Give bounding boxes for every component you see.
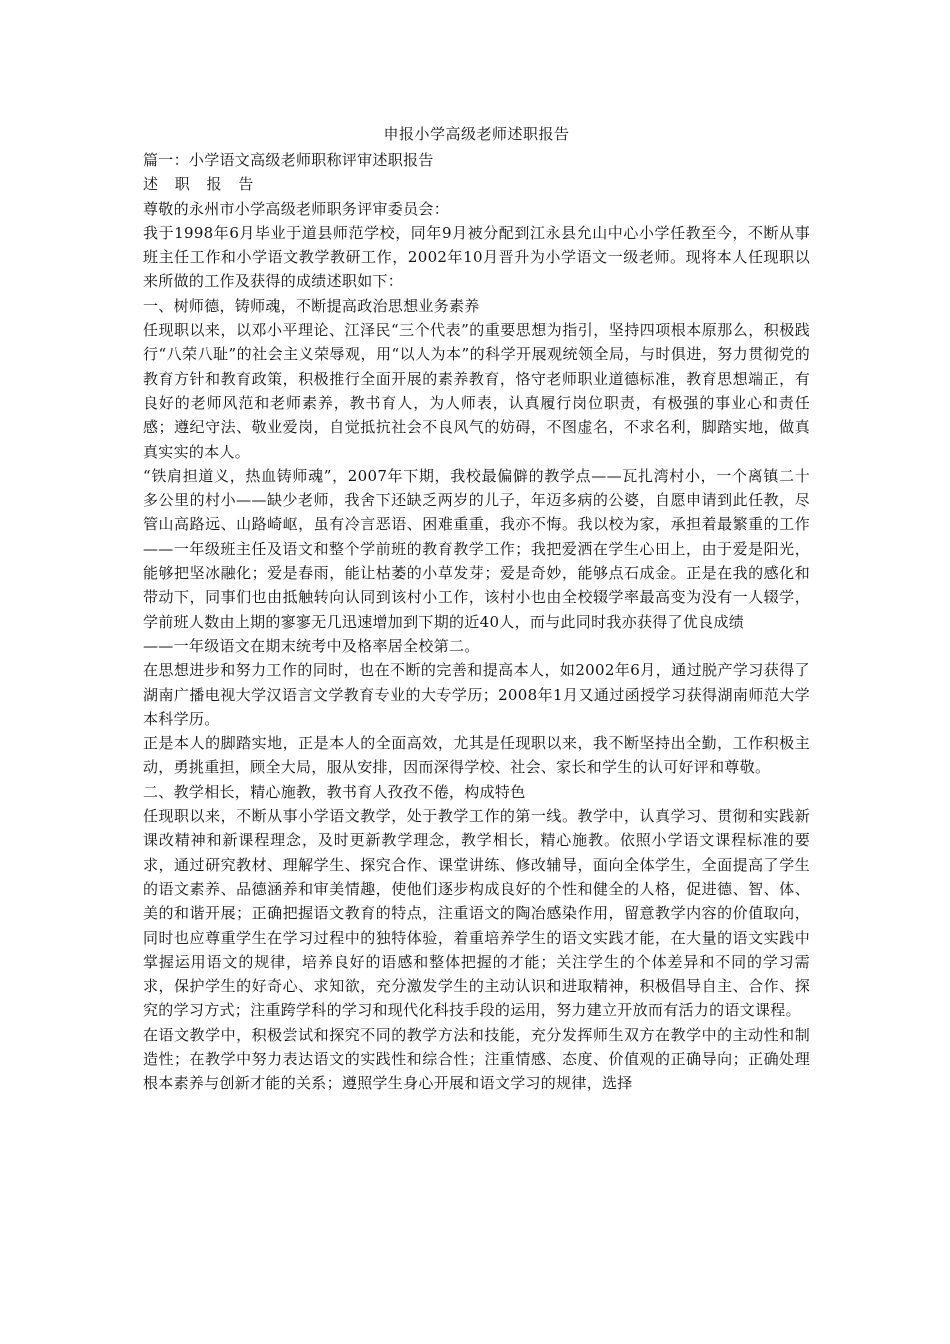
- paragraph-result: ——一年级语文在期末统考中及格率居全校第二。: [143, 636, 480, 655]
- paragraph-recognition: 正是本人的脚踏实地，正是本人的全面高效，尤其是任现职以来，我不断坚持出全勤，工作积极主动，勇挑重担，顾全大局，服从安排，因而深得学校、社会、家长和学生的认可好评和尊敬。: [143, 734, 810, 777]
- paragraph-education: 在思想进步和努力工作的同时，也在不断的完善和提高本人，如2002年6月，通过脱产学习获得了湖南广播电视大学汉语言文学教育专业的大专学历；2008年1月又通过函授学习获得湖南师范大学本科学历。: [143, 661, 810, 728]
- paragraph-subtitle: 篇一：小学语文高级老师职称评审述职报告: [143, 151, 434, 169]
- section-heading-1: 一、树师德，铸师魂，不断提高政治思想业务素养: [143, 296, 480, 315]
- paragraph-intro: 我于1998年6月毕业于道县师范学校，同年9月被分配到江永县允山中心小学任教至今，不断从事班主任工作和小学语文教学教研工作，2002年10月晋升为小学语文一级老师。现将本人任现职以来所做的工作及获得的成绩述职如下：: [143, 223, 810, 291]
- paragraph-methods: 在语文教学中，积极尝试和探究不同的教学方法和技能，充分发挥师生双方在教学中的主动性和制造性；在教学中努力表达语文的实践性和综合性；注重情感、态度、价值观的正确导向；正确处理根本素养与创新才能的关系；遵照学生身心开展和语文学习的规律，选择: [143, 1025, 810, 1093]
- paragraph-village-school: “铁肩担道义，热血铸师魂”，2007年下期，我校最偏僻的教学点——瓦扎湾村小，一个离镇二十多公里的村小——缺少老师，我舍下还缺乏两岁的儿子，年迈多病的公婆，自愿申请到此任教，尽管山高路远、山路崎岖，虽有冷言恶语、困难重重，我亦不悔。我以校为家，承担着最繁重的工作——一年级班主任及语文和整个学前班的教育教学工作；我把爱洒在学生心田上，由于爱是阳光，能够把坚冰融化；爱是春雨，能让枯萎的小草发芽；爱是奇妙，能够点石成金。正是在我的感化和带动下，同事们也由抵触转向认同到该村小工作，该村小也由全校辍学率最高变为没有一人辍学，学前班人数由上期的寥寥无几迅速增加到下期的近40人，而与此同时我亦获得了优良成绩: [143, 466, 810, 631]
- section-heading-2: 二、教学相长，精心施教，教书育人孜孜不倦，构成特色: [143, 782, 526, 801]
- document-page: [143, 122, 810, 1096]
- paragraph-report-heading: 述 职 报 告: [143, 175, 260, 194]
- paragraph-ethics: 任现职以来，以邓小平理论、江泽民“三个代表”的重要思想为指引，坚持四项根本原那么，积极践行“八荣八耻”的社会主义荣辱观，用“以人为本”的科学开展观统领全局，与时俱进，努力贯彻党的教育方针和教育政策，积极推行全面开展的素养教育，恪守老师职业道德标准，教育思想端正，有良好的老师风范和老师素养，教书育人，为人师表，认真履行岗位职责，有极强的事业心和责任感；遵纪守法、敬业爱岗，自觉抵抗社会不良风气的妨碍，不图虚名，不求名利，脚踏实地，做真真实实的本人。: [143, 321, 810, 461]
- paragraph-teaching: 任现职以来，不断从事小学语文教学，处于教学工作的第一线。教学中，认真学习、贯彻和实践新课改精神和新课程理念，及时更新教学理念，教学相长，精心施教。依照小学语文课程标准的要求，通过研究教材、理解学生、探究合作、课堂讲练、修改辅导，面向全体学生，全面提高了学生的语文素养、品德涵养和审美情趣，使他们逐步构成良好的个性和健全的人格，促进德、智、体、美的和谐开展；正确把握语文教育的特点，注重语文的陶冶感染作用，留意教学内容的价值取向，同时也应尊重学生在学习过程中的独特体验，着重培养学生的语文实践才能，在大量的语文实践中掌握运用语文的规律，培养良好的语感和整体把握的才能；关注学生的个体差异和不同的学习需求，保护学生的好奇心、求知欲，充分激发学生的主动认识和进取精神，积极倡导自主、合作、探究的学习方式；注重跨学科的学习和现代化科技手段的运用，努力建立开放而有活力的语文课程。: [143, 807, 810, 1020]
- paragraph-salutation: 尊敬的永州市小学高级老师职务评审委员会：: [143, 199, 450, 218]
- document-title: 申报小学高级老师述职报告: [383, 125, 570, 143]
